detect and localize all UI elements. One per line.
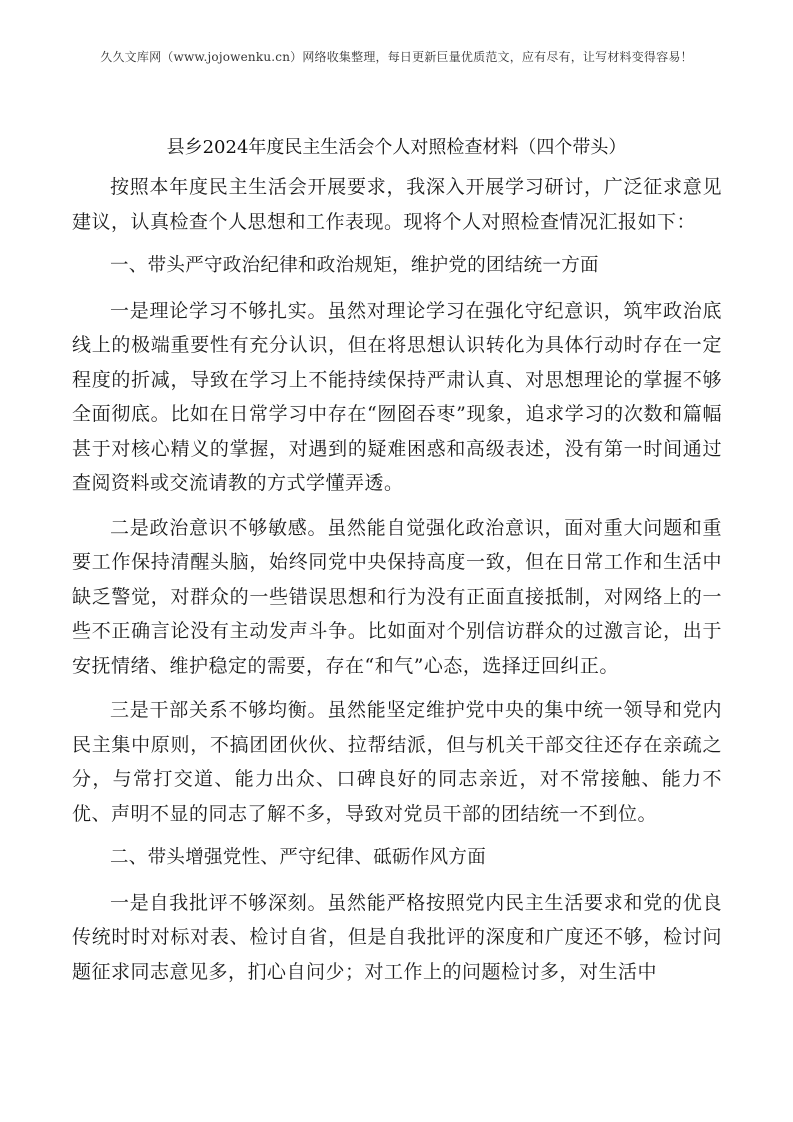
section-heading-1: 一、带头严守政治纪律和政治规矩，维护党的团结统一方面 [110, 255, 599, 276]
section-1-item-3: 三是干部关系不够均衡。虽然能坚定维护党中央的集中统一领导和党内民主集中原则，不搞团团伙伙、拉帮结派，但与机关干部交往还存在亲疏之分，与常打交道、能力出众、口碑良好的同志亲近，对不常接触、能力不优、声明不显的同志了解不多，导致对党员干部的团结统一不到位。 [72, 699, 722, 825]
site-header-note: 久久文库网（www.jojowenku.cn）网络收集整理，每日更新巨量优质范文，应有尽有，让写材料变得容易！ [100, 50, 693, 64]
section-1-item-1: 一是理论学习不够扎实。虽然对理论学习在强化守纪意识，筑牢政治底线上的极端重要性有充分认识，但在将思想认识转化为具体行动时存在一定程度的折减，导致在学习上不能持续保持严肃认真、对思想理论的掌握不够全面彻底。比如在日常学习中存在“囫囵吞枣”现象，追求学习的次数和篇幅甚于对核心精义的掌握，对遇到的疑难困惑和高级表述，没有第一时间通过查阅资料或交流请教的方式学懂弄透。 [72, 299, 722, 494]
document-body [72, 170, 722, 999]
document-title: 县乡2024年度民主生活会个人对照检查材料（四个带头） [166, 137, 627, 158]
section-2-item-1: 一是自我批评不够深刻。虽然能严格按照党内民主生活要求和党的优良传统时时对标对表、检讨自省，但是自我批评的深度和广度还不够，检讨问题征求同志意见多，扪心自问少；对工作上的问题检讨多，对生活中 [72, 891, 722, 983]
section-1-item-2: 二是政治意识不够敏感。虽然能自觉强化政治意识，面对重大问题和重要工作保持清醒头脑，始终同党中央保持高度一致，但在日常工作和生活中缺乏警觉，对群众的一些错误思想和行为没有正面直接抵制，对网络上的一些不正确言论没有主动发声斗争。比如面对个别信访群众的过激言论，出于安抚情绪、维护稳定的需要，存在“和气”心态，选择迂回纠正。 [72, 516, 722, 677]
intro-paragraph: 按照本年度民主生活会开展要求，我深入开展学习研讨，广泛征求意见建议，认真检查个人思想和工作表现。现将个人对照检查情况汇报如下： [72, 176, 722, 233]
section-heading-2: 二、带头增强党性、严守纪律、砥砺作风方面 [110, 847, 487, 868]
